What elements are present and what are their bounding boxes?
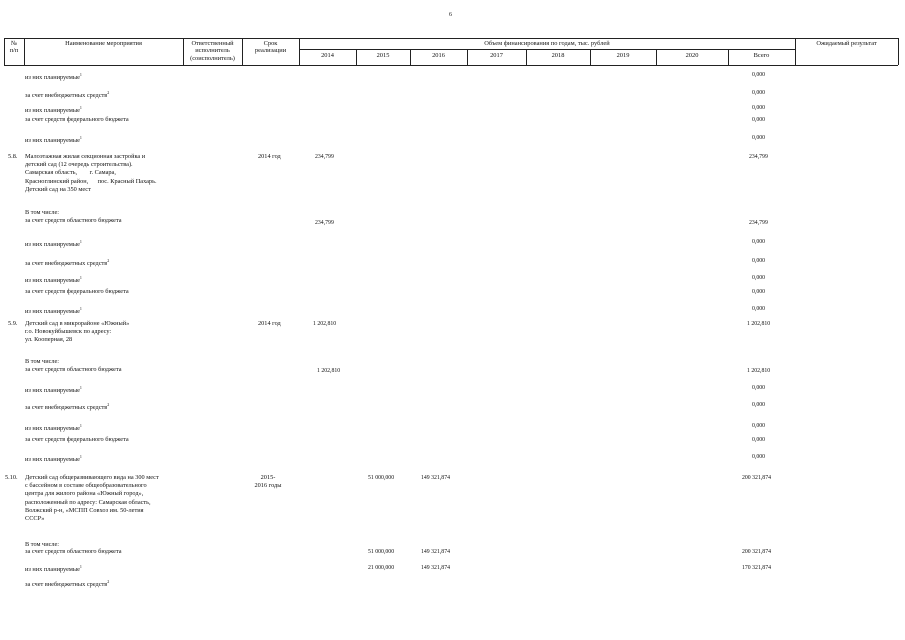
planned-2015: 21 000,000 [368, 565, 395, 571]
row-label-planned: из них планируемые$^1$ [25, 423, 82, 432]
row-total: 0,000 [752, 289, 766, 295]
item-total: 1 202,810 [747, 321, 771, 327]
item-term: 2014 год [258, 320, 281, 327]
row-total: 0,000 [752, 72, 766, 78]
row-total: 0,000 [752, 275, 766, 281]
row-total: 0,000 [752, 90, 766, 96]
row-total: 0,000 [752, 306, 766, 312]
row-label-regional: за счет средств областного бюджета [25, 217, 122, 224]
row-label-including: В том числе: [25, 209, 60, 216]
regional-total: 1 202,810 [747, 368, 771, 374]
header-year-2018: 2018 [551, 52, 565, 59]
item-term: 2015- 2016 годы [254, 474, 282, 490]
header-year-2016: 2016 [432, 52, 445, 59]
item-total: 234,799 [749, 154, 768, 160]
regional-2014: 1 202,810 [317, 368, 341, 374]
row-label-planned: из них планируемые$^1$ [25, 306, 82, 315]
row-total: 0,000 [752, 454, 766, 460]
regional-2014: 234,799 [315, 220, 334, 226]
item-name: Детский сад общеразвивающего вида на 300 мест с бассейном в составе общеобразовательного центра для жилого района «Южный город», расположенный по адресу: Самарская область, Волжский р-н, «МСПП Совхоз им. 50-летия СССР» [25, 474, 159, 523]
planned-2016: 149 321,874 [421, 565, 450, 571]
regional-total: 234,799 [749, 220, 768, 226]
header-num: № п/п [9, 40, 19, 55]
header-name: Наименование мероприятия [65, 40, 142, 47]
row-label-planned: из них планируемые$^1$ [25, 239, 82, 248]
row-total: 0,000 [752, 423, 766, 429]
item-number: 5.10. [5, 474, 18, 481]
row-label-offbudget: за счет внебюджетных средств$^2$ [25, 402, 110, 411]
header-year-2020: 2020 [685, 52, 699, 59]
item-number: 5.9. [8, 320, 18, 327]
header-year-2014: 2014 [321, 52, 334, 59]
header-year-2015: 2015 [376, 52, 390, 59]
row-label-planned: из них планируемые$^1$ [25, 105, 82, 114]
row-total: 0,000 [752, 135, 766, 141]
item-name: Малоэтажная жилая секционная застройка и детский сад (12 очередь строительства). Самарская область, г. Самара, Красноглинский район, пос. Красный Пахарь. Детский сад на 350 мест [25, 153, 157, 193]
row-label-offbudget: за счет внебюджетных средств$^2$ [25, 579, 110, 588]
header-term: Срок реализации [254, 40, 287, 55]
item-2016: 149 321,874 [421, 475, 450, 481]
row-total: 0,000 [752, 258, 766, 264]
item-2014: 1 202,810 [313, 321, 337, 327]
row-label-including: В том числе: [25, 358, 60, 365]
regional-2015: 51 000,000 [368, 549, 395, 555]
row-label-federal: за счет средств федерального бюджета [25, 116, 129, 123]
header-result: Ожидаемый результат [816, 40, 877, 47]
header-financing: Объем финансирования по годам, тыс. рублей [484, 40, 610, 47]
row-label-planned: из них планируемые$^1$ [25, 385, 82, 394]
row-label-regional: за счет средств областного бюджета [25, 548, 122, 555]
row-label-planned: из них планируемые$^1$ [25, 135, 82, 144]
item-name: Детский сад в микрорайоне «Южный» г.о. Новокуйбышевск по адресу: ул. Кооперная, 28 [25, 320, 130, 344]
row-label-planned: из них планируемые$^1$ [25, 564, 82, 573]
row-total: 0,000 [752, 402, 766, 408]
item-total: 200 321,874 [742, 475, 771, 481]
item-2015: 51 000,000 [368, 475, 395, 481]
header-year-2017: 2017 [490, 52, 503, 59]
item-2014: 234,799 [315, 154, 334, 160]
row-label-planned: из них планируемые$^1$ [25, 275, 82, 284]
row-total: 0,000 [752, 385, 766, 391]
row-label-federal: за счет средств федерального бюджета [25, 288, 129, 295]
row-total: 0,000 [752, 117, 766, 123]
row-label-offbudget: за счет внебюджетных средств$^2$ [25, 90, 110, 99]
page-mark: 6 [449, 12, 452, 18]
row-label-regional: за счет средств областного бюджета [25, 366, 122, 373]
row-label-federal: за счет средств федерального бюджета [25, 436, 129, 443]
row-label-including: В том числе: [25, 541, 60, 548]
planned-total: 170 321,874 [742, 565, 771, 571]
regional-2016: 149 321,874 [421, 549, 450, 555]
row-label-planned: из них планируемые$^1$ [25, 454, 82, 463]
row-label-offbudget: за счет внебюджетных средств$^2$ [25, 258, 110, 267]
item-number: 5.8. [8, 153, 18, 160]
row-total: 0,000 [752, 239, 766, 245]
header-responsible: Ответственный исполнитель (соисполнитель) [190, 40, 235, 62]
header-total: Всего [753, 52, 770, 59]
regional-total: 200 321,874 [742, 549, 771, 555]
item-term: 2014 год [258, 153, 281, 160]
row-total: 0,000 [752, 437, 766, 443]
header-year-2019: 2019 [616, 52, 630, 59]
row-label-planned: из них планируемые$^1$ [25, 72, 82, 81]
row-total: 0,000 [752, 105, 766, 111]
